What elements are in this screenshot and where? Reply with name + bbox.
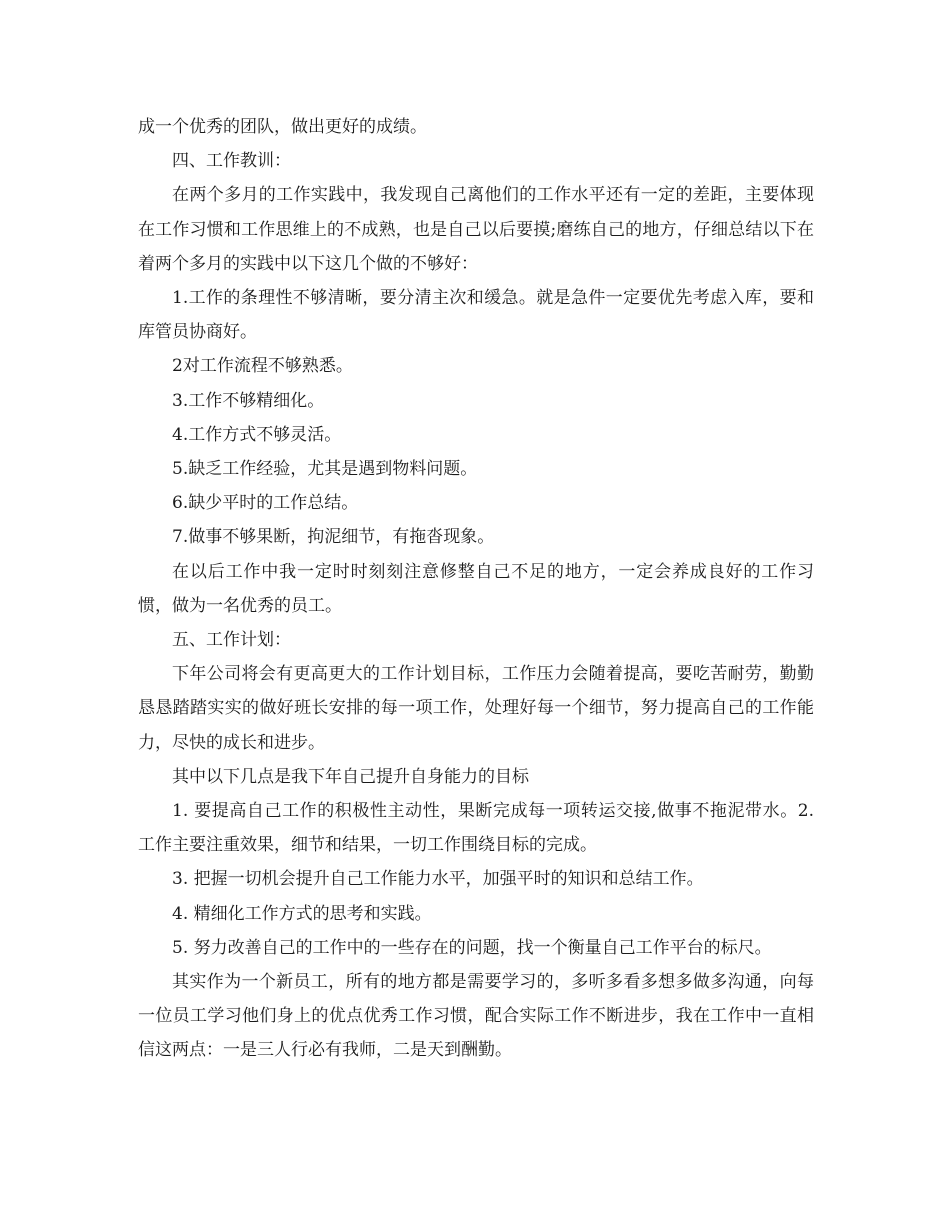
paragraph-goals-intro: 其中以下几点是我下年自己提升自身能力的目标 — [172, 766, 529, 787]
paragraph-lessons-conclusion: 在以后工作中我一定时时刻刻注意修整自己不足的地方，一定会养成良好的工作习惯，做为一名优秀的员工。 — [138, 561, 814, 616]
list-item-goal-5: 5. 努力改善自己的工作中的一些存在的问题，找一个衡量自己工作平台的标尺。 — [172, 937, 772, 958]
paragraph-closing: 其实作为一个新员工，所有的地方都是需要学习的，多听多看多想多做多沟通，向每一位员工学习他们身上的优点优秀工作习惯，配合实际工作不断进步，我在工作中一直相信这两点：一是三人行必有我师，二是天到酬勤。 — [138, 972, 814, 1061]
paragraph-continuation: 成一个优秀的团队，做出更好的成绩。 — [138, 117, 427, 137]
list-item-goal-1-2: 1. 要提高自己工作的积极性主动性，果断完成每一项转运交接,做事不拖泥带水。2. 工作主要注重效果，细节和结果，一切工作围绕目标的完成。 — [138, 801, 814, 856]
list-item-lesson-7: 7.做事不够果断，拘泥细节，有拖沓现象。 — [172, 527, 495, 548]
heading-work-plan: 五、工作计划： — [172, 630, 291, 651]
paragraph-plan-intro: 下年公司将会有更高更大的工作计划目标，工作压力会随着提高，要吃苦耐劳，勤勤恳恳踏踏实实的做好班长安排的每一项工作，处理好每一个细节，努力提高自己的工作能力，尽快的成长和进步。 — [138, 664, 814, 753]
paragraph-lessons-intro: 在两个多月的工作实践中，我发现自己离他们的工作水平还有一定的差距，主要体现在工作习惯和工作思维上的不成熟，也是自己以后要摸;磨练自己的地方，仔细总结以下在着两个多月的实践中以下这几个做的不够好： — [138, 185, 814, 274]
document-page — [138, 110, 814, 1068]
list-item-lesson-6: 6.缺少平时的工作总结。 — [172, 493, 359, 514]
list-item-lesson-3: 3.工作不够精细化。 — [172, 390, 325, 411]
list-item-lesson-1: 1.工作的条理性不够清晰，要分清主次和缓急。就是急件一定要优先考虑入库，要和库管员协商好。 — [138, 288, 814, 343]
list-item-lesson-5: 5.缺乏工作经验，尤其是遇到物料问题。 — [172, 459, 478, 480]
heading-work-lessons: 四、工作教训： — [172, 151, 291, 172]
list-item-goal-3: 3. 把握一切机会提升自己工作能力水平，加强平时的知识和总结工作。 — [172, 869, 704, 890]
list-item-lesson-2: 2对工作流程不够熟悉。 — [172, 356, 353, 377]
list-item-lesson-4: 4.工作方式不够灵活。 — [172, 424, 342, 445]
list-item-goal-4: 4. 精细化工作方式的思考和实践。 — [172, 903, 432, 924]
